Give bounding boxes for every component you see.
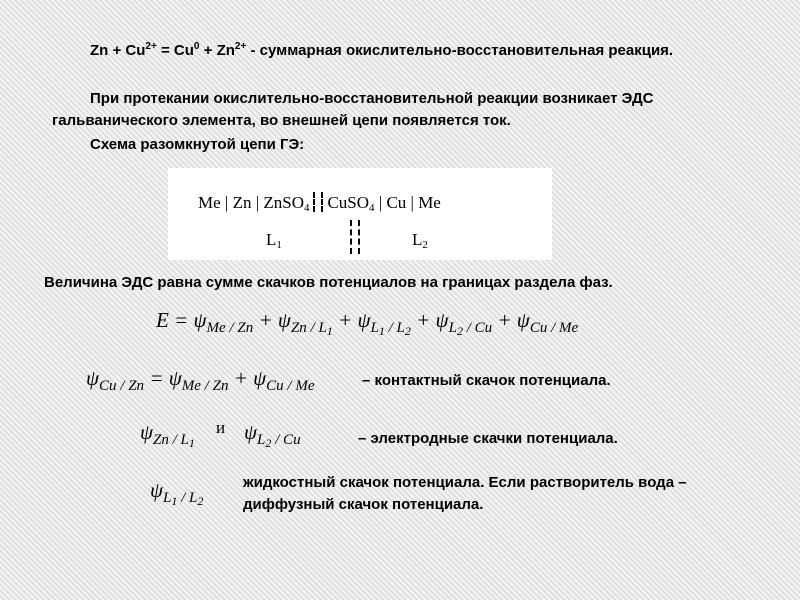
liquid-junction-formula: $\psi_{L_1 / L_2}$ [150, 478, 204, 508]
junction-divider [350, 220, 360, 254]
electrode-formula-cu: $\psi_{L_2 / Cu}$ [244, 420, 301, 450]
scheme-right-tail: | Cu | Me [374, 193, 441, 212]
and-word: и [216, 418, 226, 437]
scheme-line: Me | Zn | ZnSO$_4$ CuSO$_4$ | Cu | Me [198, 193, 441, 214]
scheme-left-half: Me | Zn | ZnSO [198, 193, 304, 212]
label-l1: $L_1$ [266, 230, 282, 251]
emf-origin-text: При протекании окислительно-восстановительной реакции возникает ЭДС гальванического элемента, во внешней цепи появляется ток. [52, 90, 654, 129]
emf-origin-paragraph [52, 88, 752, 132]
electrode-formula-zn: $\psi_{Zn / L_1}$ [140, 420, 195, 450]
reaction-paragraph: $Zn + Cu^{2+} = Cu^0 + Zn^{2+}$ - суммарная окислительно-восстановительная реакция. [90, 41, 674, 59]
emf-sum-statement: Величина ЭДС равна сумме скачков потенциалов на границах раздела фаз. [44, 274, 613, 291]
emf-formula: $E = \psi_{Me / Zn} + \psi_{Zn / L_1} + \psi_{L_1 / L_2} + \psi_{L_2 / Cu} + \psi_{Cu / Me}$ [156, 308, 579, 338]
contact-description: – контактный скачок потенциала. [362, 372, 611, 389]
liquid-junction-mark [313, 192, 323, 212]
galvanic-cell-scheme [168, 168, 552, 260]
scheme-caption: Схема разомкнутой цепи ГЭ: [90, 136, 305, 153]
scheme-right-half: CuSO [327, 193, 370, 212]
label-l2: $L_2$ [412, 230, 428, 251]
liquid-junction-description: жидкостный скачок потенциала. Если растворитель вода – диффузный скачок потенциала. [243, 474, 687, 513]
electrode-description: – электродные скачки потенциала. [358, 430, 618, 447]
contact-formula: $\psi_{Cu / Zn} = \psi_{Me / Zn} + \psi_{Cu / Me}$ [86, 366, 315, 394]
